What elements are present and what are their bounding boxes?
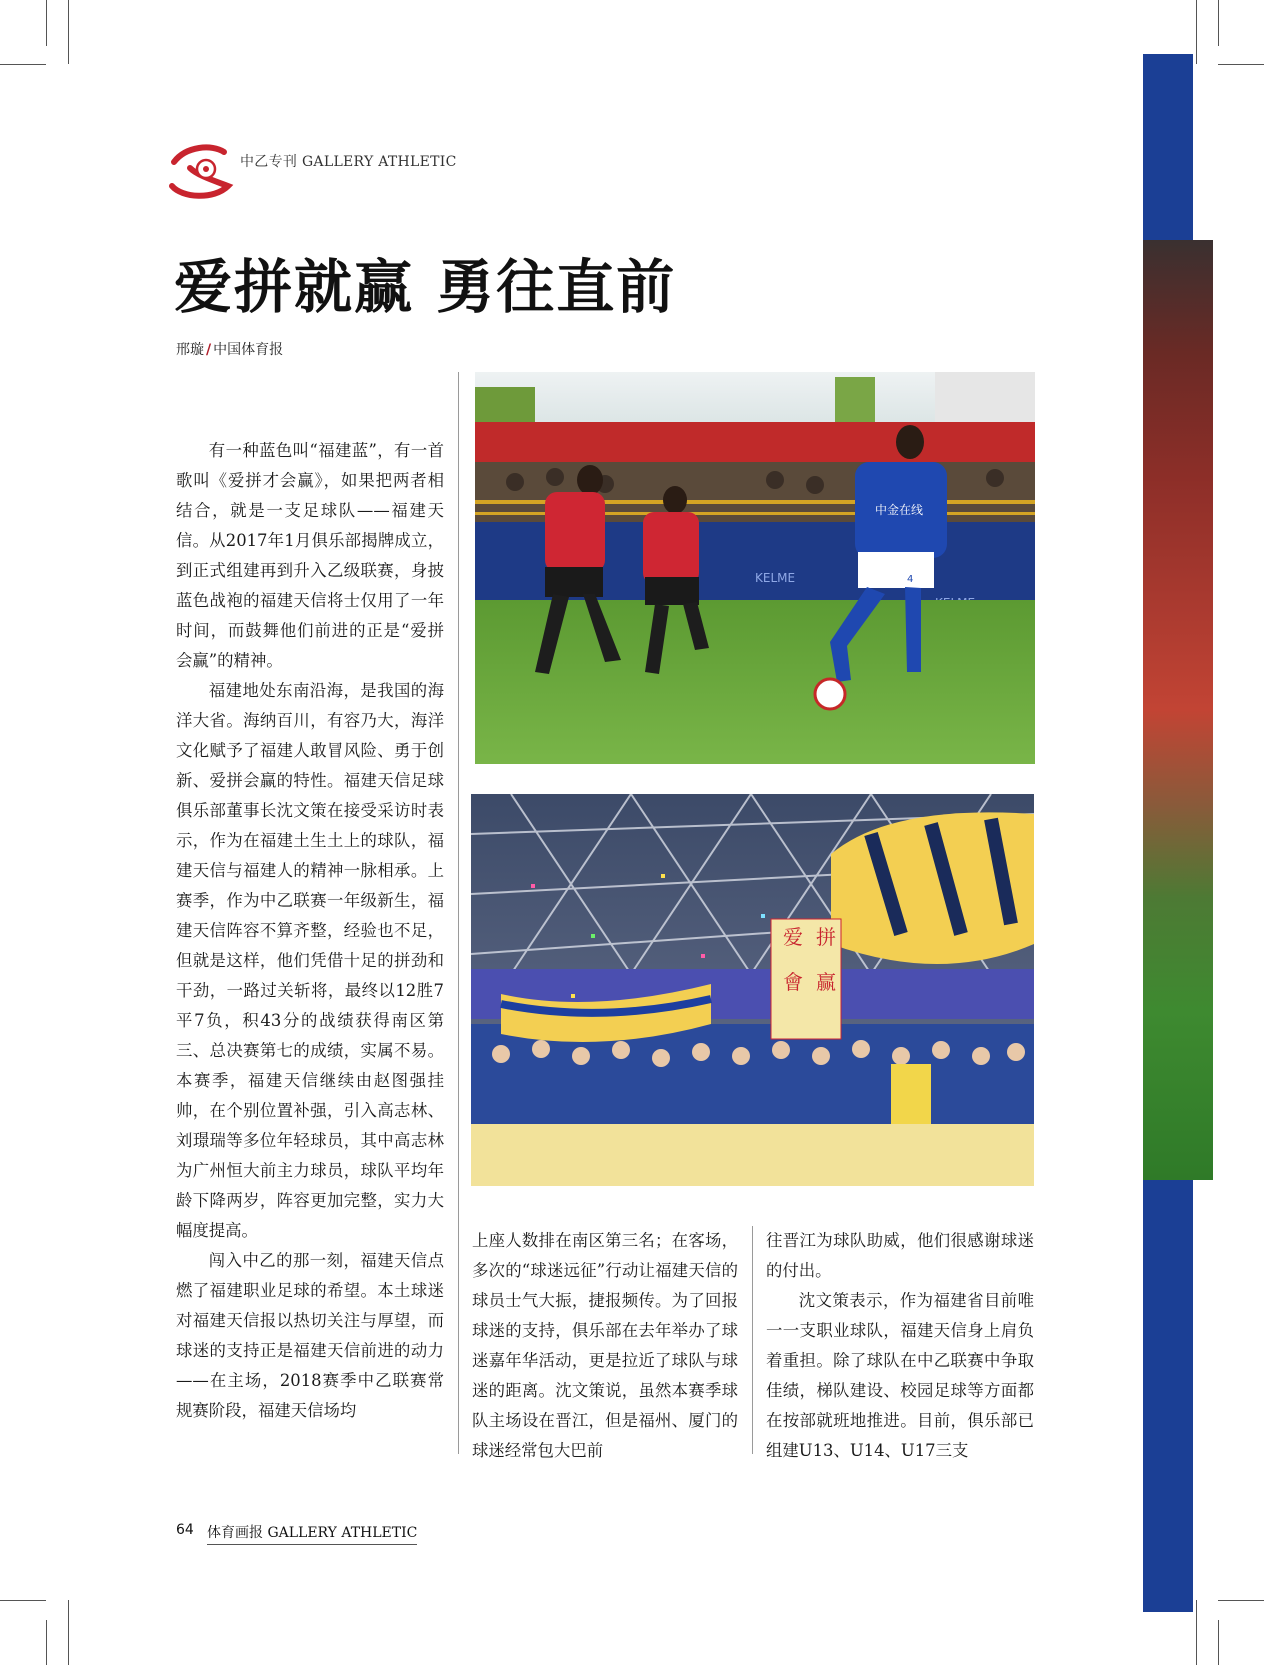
crop-mark	[46, 0, 47, 46]
crop-mark	[1218, 1620, 1219, 1665]
jersey-number: 4	[907, 574, 914, 585]
magazine-logo	[168, 142, 238, 200]
bleed-photo-strip	[1143, 240, 1213, 1180]
jersey-sponsor: 中金在线	[875, 503, 924, 517]
article-paragraph: 有一种蓝色叫“福建蓝”，有一首歌叫《爱拼才会赢》，如果把两者相结合，就是一支足球队——福建天信。从2017年1月俱乐部揭牌成立，到正式组建再到升入乙级联赛，身披蓝色战袍的福建天信将士仅用了一年时间，而鼓舞他们前进的正是“爱拼会赢”的精神。	[176, 441, 444, 670]
crop-mark	[1196, 0, 1197, 64]
banner-text: 爱	[783, 925, 803, 949]
byline	[176, 339, 283, 359]
article-column-2	[472, 1226, 738, 1466]
article-paragraph: 沈文策表示，作为福建省目前唯一一支职业球队，福建天信身上肩负着重担。除了球队在中乙联赛中争取佳绩，梯队建设、校园足球等方面都在按部就班地推进。目前，俱乐部已组建U13、U14、U17三支	[766, 1291, 1034, 1460]
article-title: 爱拼就赢 勇往直前	[174, 253, 677, 321]
column-rule	[752, 1226, 753, 1454]
crop-mark	[1218, 1600, 1264, 1601]
article-paragraph: 往晋江为球队助威，他们很感谢球迷的付出。	[766, 1231, 1034, 1280]
banner-text: 赢	[816, 970, 836, 994]
fans-photo	[471, 794, 1034, 1186]
banner-text: 會	[783, 970, 803, 994]
crop-mark	[1196, 1600, 1197, 1665]
article-paragraph: 福建地处东南沿海，是我国的海洋大省。海纳百川，有容乃大，海洋文化赋予了福建人敢冒风险、勇于创新、爱拼会赢的特性。福建天信足球俱乐部董事长沈文策在接受采访时表示，作为在福建土生土上的球队，福建天信与福建人的精神一脉相承。上赛季，作为中乙联赛一年级新生，福建天信阵容不算齐整，经验也不足，但就是这样，他们凭借十足的拼劲和干劲，一路过关斩将，最终以12胜7平7负，积43分的战绩获得南区第三、总决赛第七的成绩，实属不易。本赛季，福建天信继续由赵图强挂帅，在个别位置补强，引入高志林、刘璟瑞等多位年轻球员，其中高志林为广州恒大前主力球员，球队平均年龄下降两岁，阵容更加完整，实力大幅度提高。	[176, 681, 444, 1240]
magazine-name: 体育画报 GALLERY ATHLETIC	[207, 1522, 417, 1545]
crop-mark	[0, 1600, 46, 1601]
crop-mark	[0, 64, 46, 65]
crop-mark	[68, 0, 69, 64]
crop-mark	[1218, 0, 1219, 46]
crop-mark	[68, 1600, 69, 1665]
crop-mark	[1218, 64, 1264, 65]
page-number: 64	[176, 1522, 194, 1538]
publication-name: 中国体育报	[213, 342, 284, 358]
match-photo	[475, 372, 1035, 764]
banner-text: 拼	[816, 925, 836, 949]
article-paragraph: 闯入中乙的那一刻，福建天信点燃了福建职业足球的希望。本土球迷对福建天信报以热切关注与厚望，而球迷的支持正是福建天信前进的动力——在主场，2018赛季中乙联赛常规赛阶段，福建天信场均	[176, 1251, 444, 1420]
author-name: 邢璇	[176, 342, 204, 358]
byline-separator: /	[206, 342, 212, 358]
column-rule	[458, 372, 459, 1454]
article-column-3	[766, 1226, 1034, 1466]
section-header: 中乙专刊 GALLERY ATHLETIC	[240, 154, 457, 170]
crop-mark	[46, 1620, 47, 1665]
ad-board-text: KELME	[755, 571, 796, 585]
article-column-1	[176, 436, 444, 1426]
article-paragraph: 上座人数排在南区第三名；在客场，多次的“球迷远征”行动让福建天信的球员士气大振，捷报频传。为了回报球迷的支持，俱乐部在去年举办了球迷嘉年华活动，更是拉近了球队与球迷的距离。沈文策说，虽然本赛季球队主场设在晋江，但是福州、厦门的球迷经常包大巴前	[472, 1231, 738, 1460]
